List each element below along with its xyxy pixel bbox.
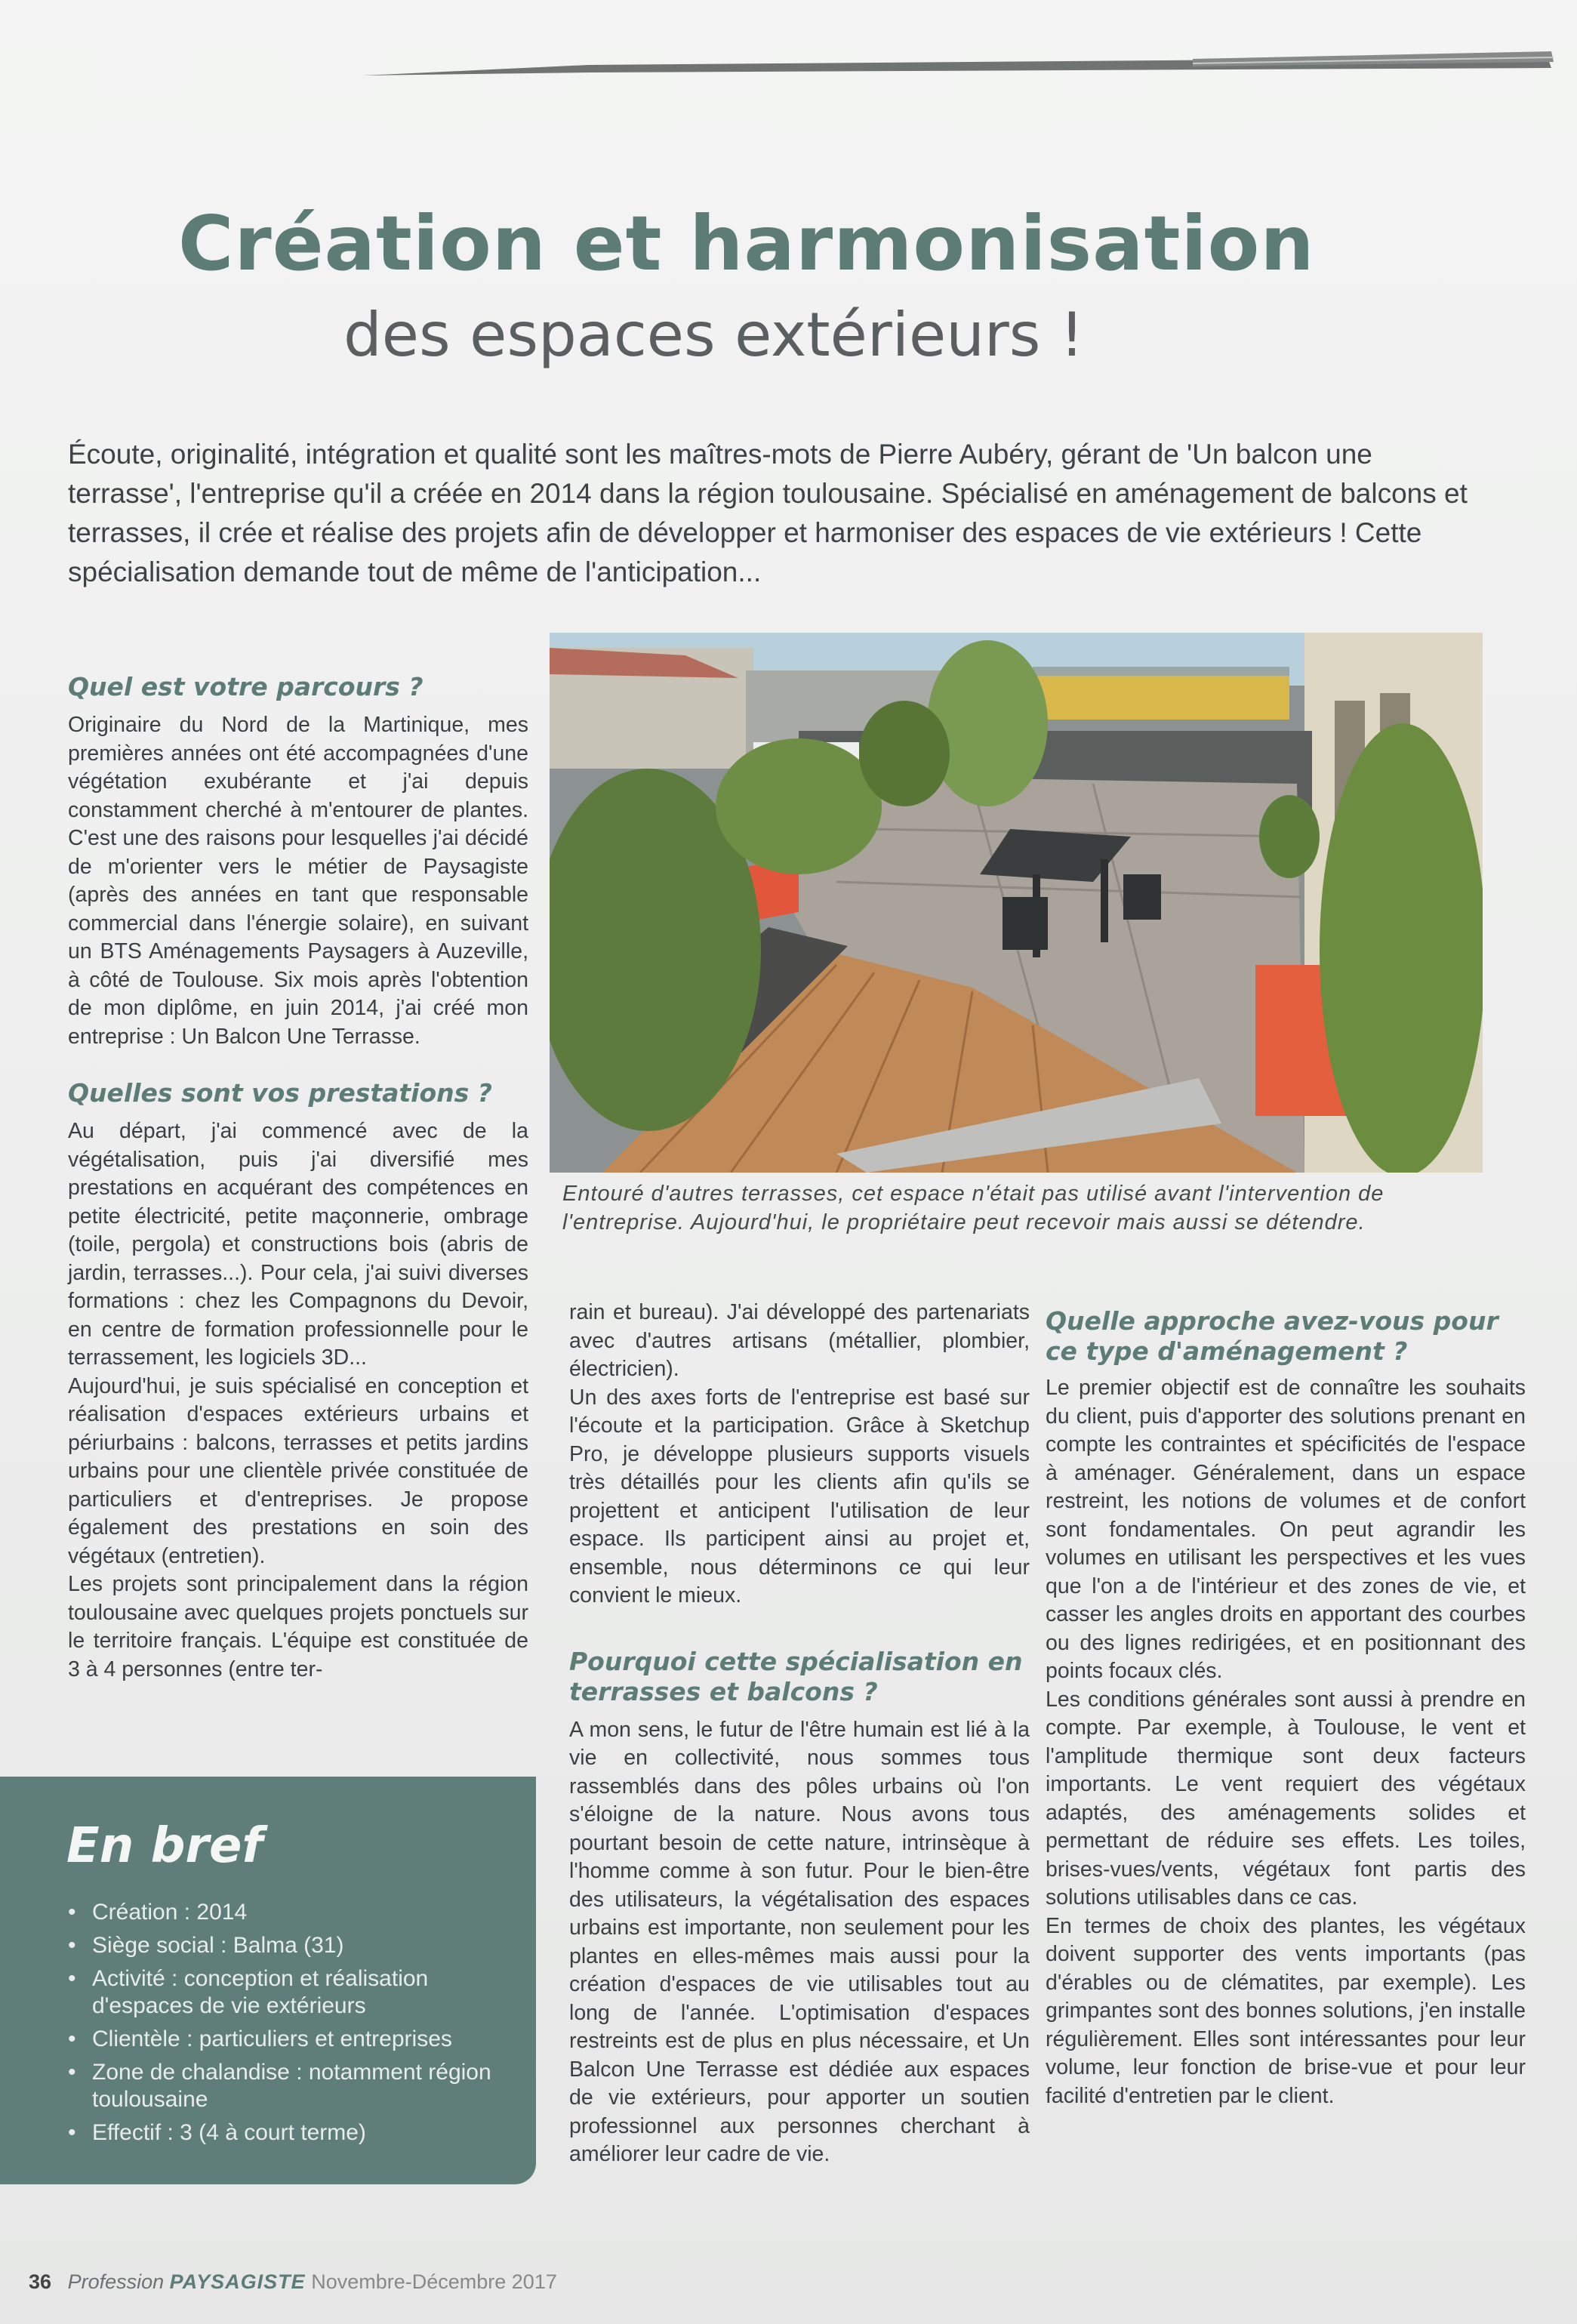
page-footer (29, 2270, 557, 2294)
intro-paragraph: Écoute, originalité, intégration et qualité sont les maîtres-mots de Pierre Aubéry, gérant de 'Un balcon une terrasse', l'entreprise qu'il a créée en 2014 dans la région toulousaine. Spécialisé en aménagement de balcons et terrasses, il crée et réalise des projets afin de développer et harmoniser des espaces de vie extérieurs ! Cette spécialisation demande tout de même de l'anticipation... (68, 439, 1468, 587)
paragraph: Au départ, j'ai commencé avec de la végétalisation, puis j'ai diversifié mes prestations en acquérant des compétences en petite électricité, petite maçonnerie, ombrage (toile, pergola) et constructions bois (abris de jardin, terrasses...). Pour cela, j'ai suivi diverses formations : chez les Compagnons du Devoir, en centre de formation professionnelle pour le terrassement, les logiciels 3D... (68, 1119, 528, 1370)
en-bref-title: En bref (66, 1818, 263, 1874)
list-item: • Activité : conception et réalisation d'espaces de vie extérieurs (68, 1965, 521, 2020)
paragraph: Un des axes forts de l'entreprise est basé sur l'écoute et la participation. Grâce à Sketchup Pro, je développe plusieurs supports visuels très détaillés pour les clients afin qu'ils se projettent et anticipent l'utilisation de leur espace. Ils participent ainsi au projet et, ensemble, nous déterminons ce qui leur convient le mieux. (569, 1385, 1030, 1607)
list-item: • Création : 2014 (68, 1899, 521, 1926)
terrace-photo (550, 633, 1483, 1173)
magazine-brand: PAYSAGISTE (169, 2270, 306, 2293)
paragraph: En termes de choix des plantes, les végétaux doivent supporter des vents importants (pas d'érables ou de clématites, par exemple). Les grimpantes sont des bonnes solutions, j'en installe régulièrement. Elles sont intéressantes pour leur volume, leur fonction de brise-vue et pour leur facilité d'entretien par le client. (1046, 1913, 1526, 2108)
column-3 (1046, 1306, 1526, 2110)
list-item: • Clientèle : particuliers et entreprises (68, 2026, 521, 2053)
page-number: 36 (29, 2270, 52, 2293)
heading-parcours: Quel est votre parcours ? (68, 672, 424, 701)
paragraph: Les projets sont principalement dans la région toulousaine avec quelques projets ponctuels sur le territoire français. L'équipe est constituée de 3 à 4 personnes (entre ter- (68, 1572, 528, 1681)
paragraph: Le premier objectif est de connaître les souhaits du client, puis d'apporter des solutions prenant en compte les contraintes et spécificités de l'espace à aménager. Généralement, dans un espace restreint, les notions de volumes et de confort sont fondamentales. On peut agrandir les volumes en utilisant les perspectives et les vues que l'on a de l'intérieur et des zones de vie, et casser les angles droits en apportant des courbes ou des lignes redirigées, et en positionnant des points focaux clés. (1046, 1376, 1526, 1683)
list-item: • Effectif : 3 (4 à court terme) (68, 2119, 521, 2147)
list-item: • Siège social : Balma (31) (68, 1932, 521, 1959)
paragraph: A mon sens, le futur de l'être humain est lié à la vie en collectivité, nous sommes tous rassemblés dans des pôles urbains où l'on s'éloigne de la nature. Nous avons tous pourtant besoin de cette nature, intrinsèque à l'homme comme à son futur. Pour le bien-être des utilisateurs, la végétalisation des espaces urbains est importante, non seulement pour les plantes en elles-mêmes mais aussi pour la création d'espaces de vie utilisables tout au long de l'année. L'optimisation d'espaces restreints est de plus en plus nécessaire, et Un Balcon Une Terrasse est dédiée aux espaces de vie extérieurs, pour apporter un soutien professionnel aux personnes cherchant à améliorer leur cadre de vie. (569, 1717, 1030, 2166)
heading-approche: Quelle approche avez-vous pour ce type d'aménagement ? (1046, 1306, 1498, 1366)
list-item: • Zone de chalandise : notamment région toulousaine (68, 2059, 521, 2113)
paragraph: Les conditions générales sont aussi à prendre en compte. Par exemple, à Toulouse, le vent et l'amplitude thermique sont deux facteurs importants. Le vent requiert des végétaux adaptés, des aménagements solides et permettant de réduire ses effets. Les toiles, brises-vues/vents, végétaux font partis des solutions utilisables dans ce cas. (1046, 1687, 1526, 1909)
paragraph: Aujourd'hui, je suis spécialisé en conception et réalisation d'espaces extérieurs urbains et périurbains : balcons, terrasses et petits jardins urbains pour une clientèle privée constituée de particuliers et d'entreprises. Je propose également des prestations en soin des végétaux (entretien). (68, 1373, 528, 1568)
column-2 (569, 1299, 1030, 2169)
heading-specialisation: Pourquoi cette spécialisation en terrasses et balcons ? (569, 1646, 1023, 1706)
magazine-name: Profession (67, 2270, 165, 2293)
column-1 (68, 672, 528, 1684)
pencil-bar-decoration (362, 47, 1555, 86)
issue-date: Novembre-Décembre 2017 (311, 2270, 557, 2293)
en-bref-list (68, 1899, 521, 2153)
heading-prestations: Quelles sont vos prestations ? (68, 1078, 492, 1108)
paragraph: Originaire du Nord de la Martinique, mes premières années ont été accompagnées d'une végétation exubérante et j'ai depuis constamment cherché à m'entourer de plantes. C'est une des raisons pour lesquelles j'ai décidé de m'orienter vers le métier de Paysagiste (après des années en tant que responsable commercial dans l'énergie solaire), en suivant un BTS Aménagements Paysagers à Auzeville, à côté de Toulouse. Six mois après l'obtention de mon diplôme, en juin 2014, j'ai créé mon entreprise : Un Balcon Une Terrasse. (68, 713, 528, 1049)
article-subtitle: des espaces extérieurs ! (343, 300, 1084, 370)
photo-caption: Entouré d'autres terrasses, cet espace n'était pas utilisé avant l'intervention de l'entreprise. Aujourd'hui, le propriétaire peut recevoir mais aussi se détendre. (562, 1182, 1384, 1234)
paragraph: rain et bureau). J'ai développé des partenariats avec d'autres artisans (métallier, plombier, électricien). (569, 1300, 1030, 1381)
article-title: Création et harmonisation (178, 199, 1315, 288)
